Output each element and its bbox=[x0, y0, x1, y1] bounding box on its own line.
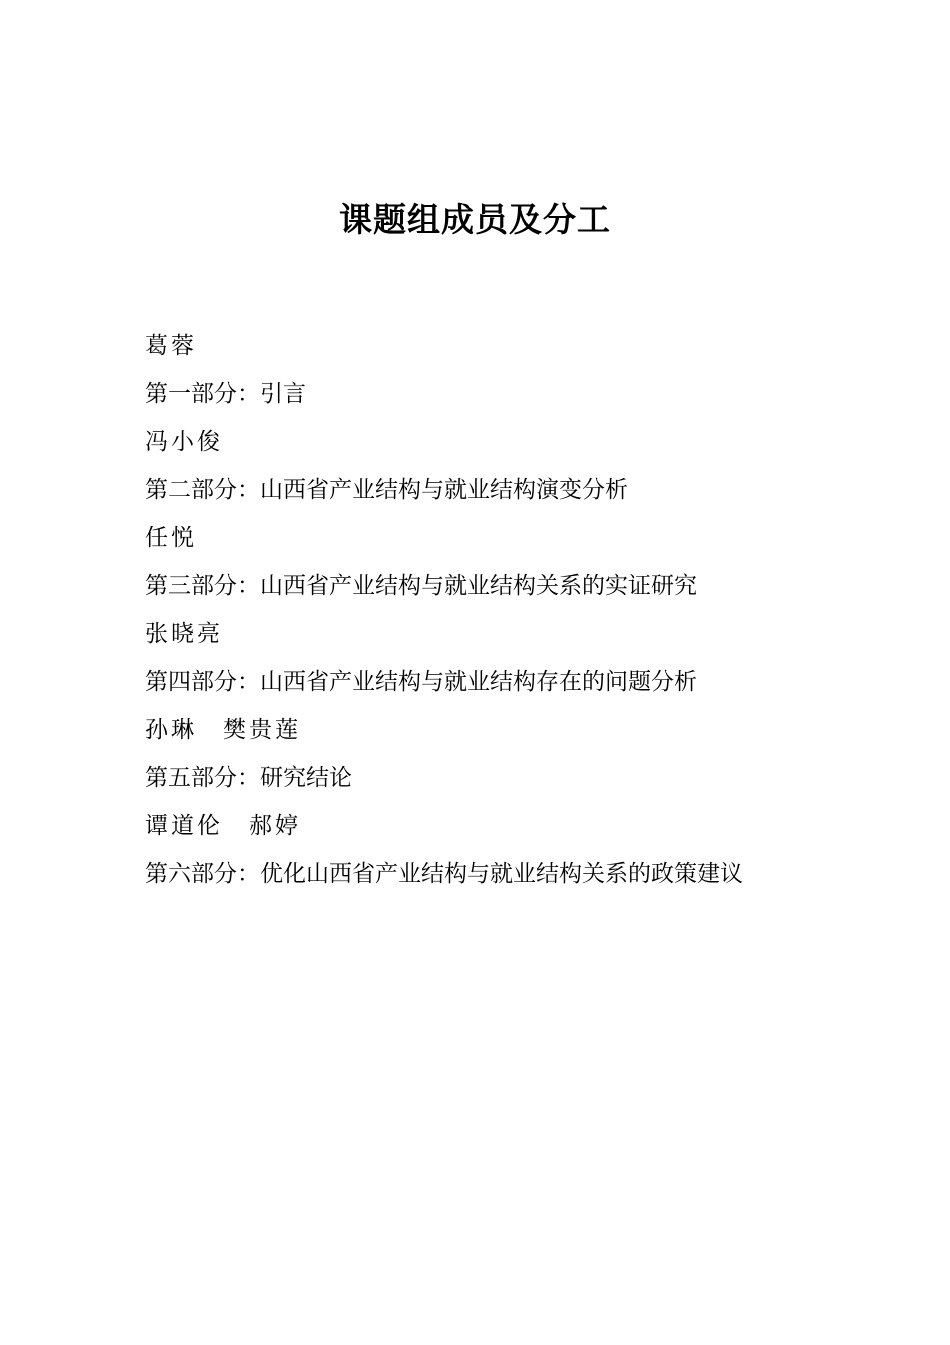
member-name: 谭道伦 bbox=[145, 813, 223, 839]
member-name: 孙琳 bbox=[145, 717, 197, 743]
member-names-row bbox=[145, 610, 905, 658]
member-assignment-list bbox=[145, 322, 905, 898]
member-name: 葛蓉 bbox=[145, 333, 197, 359]
member-name: 张晓亮 bbox=[145, 621, 223, 647]
member-names-row bbox=[145, 706, 905, 754]
assignment-row: 第三部分：山西省产业结构与就业结构关系的实证研究 bbox=[145, 573, 697, 599]
assignment-row: 第二部分：山西省产业结构与就业结构演变分析 bbox=[145, 477, 628, 503]
assignment-row: 第五部分：研究结论 bbox=[145, 765, 352, 791]
member-name: 樊贵莲 bbox=[223, 717, 301, 743]
assignment-row: 第六部分：优化山西省产业结构与就业结构关系的政策建议 bbox=[145, 861, 743, 887]
member-names-row bbox=[145, 322, 905, 370]
page-title: 课题组成员及分工 bbox=[339, 200, 611, 239]
assignment-row: 第一部分：引言 bbox=[145, 381, 306, 407]
member-name: 冯小俊 bbox=[145, 429, 223, 455]
member-name: 郝婷 bbox=[249, 813, 301, 839]
member-names-row bbox=[145, 418, 905, 466]
member-names-row bbox=[145, 514, 905, 562]
assignment-row: 第四部分：山西省产业结构与就业结构存在的问题分析 bbox=[145, 669, 697, 695]
member-names-row bbox=[145, 802, 905, 850]
member-name: 任悦 bbox=[145, 525, 197, 551]
